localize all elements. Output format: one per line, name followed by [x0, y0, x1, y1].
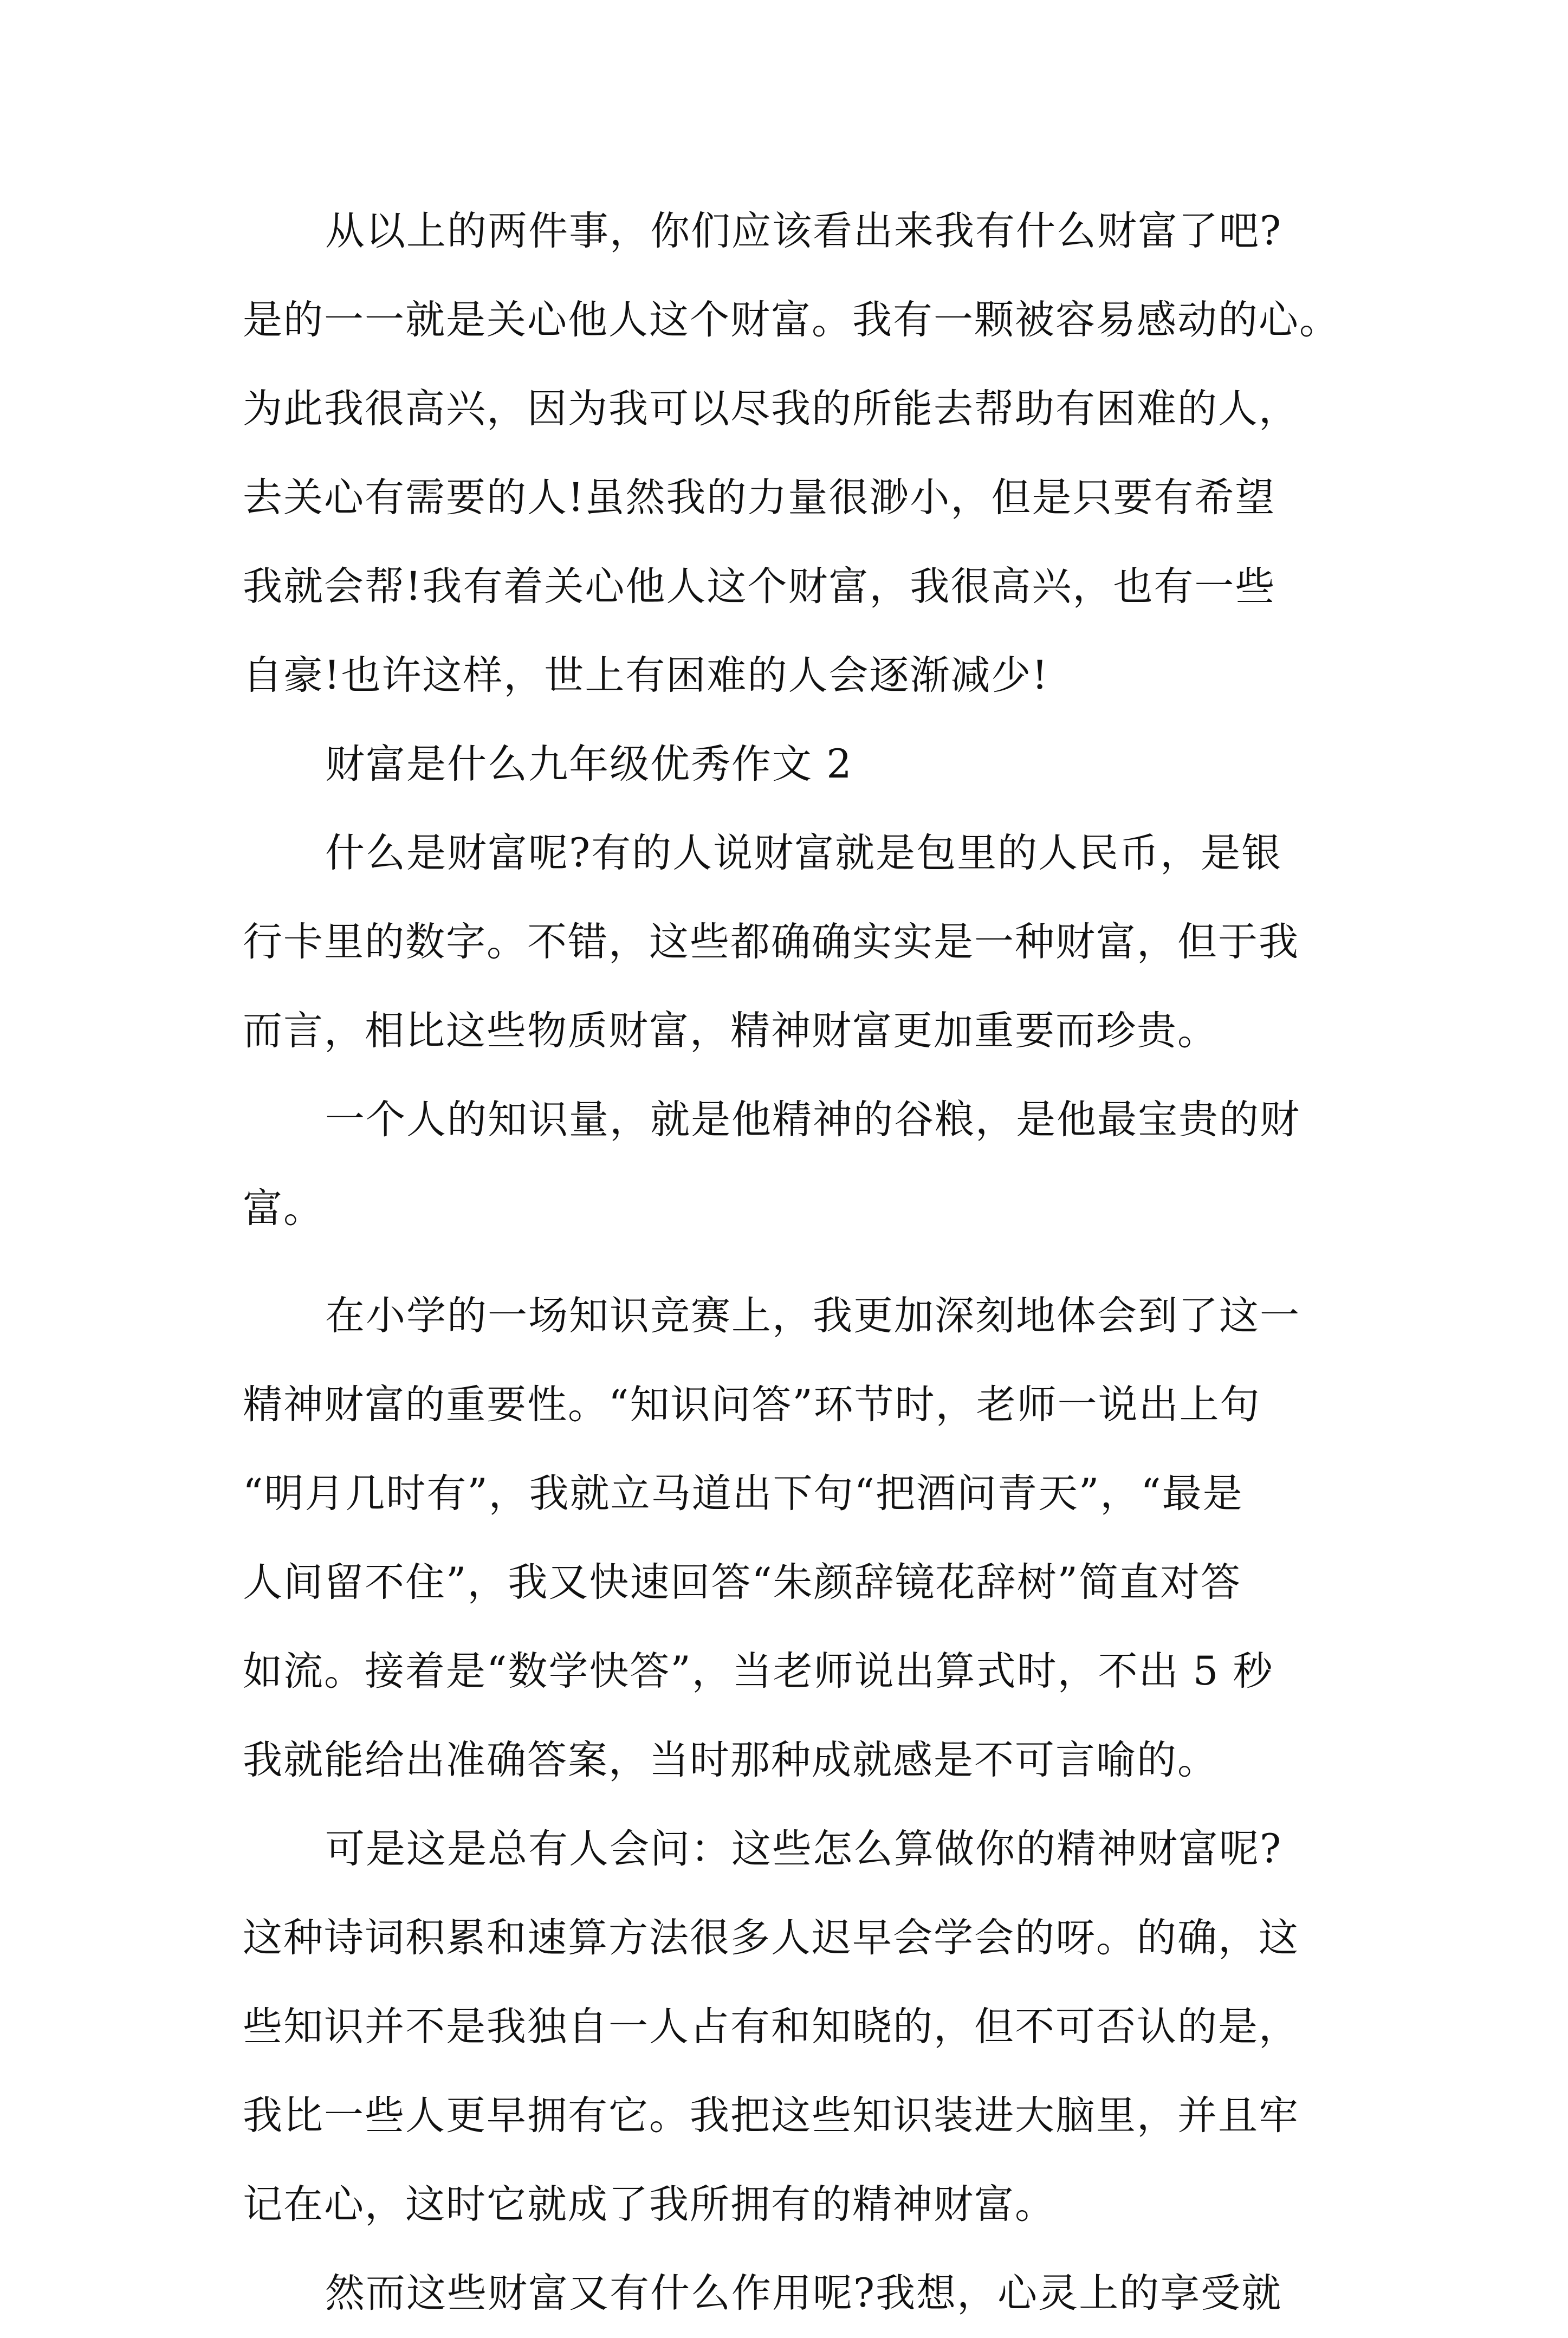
paragraph-line: 从以上的两件事，你们应该看出来我有什么财富了吧? [325, 208, 1282, 254]
paragraph-line: 记在心，这时它就成了我所拥有的精神财富。 [243, 2181, 1055, 2227]
paragraph-line: 可是这是总有人会问：这些怎么算做你的精神财富呢? [325, 1826, 1282, 1872]
paragraph-line: 是的一一就是关心他人这个财富。我有一颗被容易感动的心。 [243, 297, 1340, 343]
paragraph-line: 在小学的一场知识竞赛上，我更加深刻地体会到了这一 [325, 1293, 1300, 1339]
paragraph-line: 什么是财富呢?有的人说财富就是包里的人民币，是银 [325, 830, 1282, 876]
paragraph-line: 而言，相比这些物质财富，精神财富更加重要而珍贵。 [243, 1008, 1218, 1054]
section-heading: 财富是什么九年级优秀作文 2 [325, 741, 853, 787]
paragraph-line: 如流。接着是“数学快答”，当老师说出算式时，不出 5 秒 [243, 1648, 1274, 1694]
paragraph-line: “明月几时有”，我就立马道出下句“把酒问青天”，“最是 [243, 1471, 1243, 1517]
paragraph-line: 自豪!也许这样，世上有困难的人会逐渐减少! [243, 652, 1049, 698]
paragraph-line: 我就会帮!我有着关心他人这个财富，我很高兴，也有一些 [243, 564, 1276, 610]
paragraph-line: 富。 [243, 1186, 324, 1232]
paragraph-line: 一个人的知识量，就是他精神的谷粮，是他最宝贵的财 [325, 1097, 1300, 1143]
paragraph-line: 行卡里的数字。不错，这些都确确实实是一种财富，但于我 [243, 919, 1299, 965]
paragraph-line: 我比一些人更早拥有它。我把这些知识装进大脑里，并且牢 [243, 2093, 1299, 2139]
paragraph-line: 为此我很高兴，因为我可以尽我的所能去帮助有困难的人， [243, 386, 1299, 432]
paragraph-line: 然而这些财富又有什么作用呢?我想，心灵上的享受就 [325, 2270, 1282, 2316]
paragraph-line: 些知识并不是我独自一人占有和知晓的，但不可否认的是， [243, 2004, 1299, 2050]
paragraph-line: 精神财富的重要性。“知识问答”环节时，老师一说出上句 [243, 1382, 1261, 1428]
paragraph-line: 我就能给出准确答案，当时那种成就感是不可言喻的。 [243, 1737, 1218, 1783]
document-body [243, 187, 1348, 2338]
paragraph-line: 去关心有需要的人!虽然我的力量很渺小，但是只要有希望 [243, 475, 1276, 521]
paragraph-line: 人间留不住”，我又快速回答“朱颜辞镜花辞树”简直对答 [243, 1559, 1241, 1605]
paragraph-line: 这种诗词积累和速算方法很多人迟早会学会的呀。的确，这 [243, 1915, 1299, 1961]
